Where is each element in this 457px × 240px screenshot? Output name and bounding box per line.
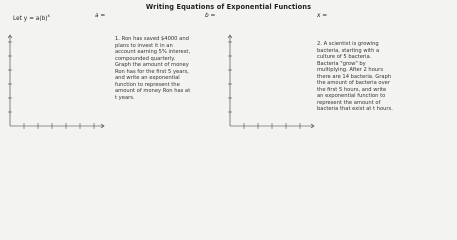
problem-1-blank-graph (8, 34, 108, 144)
a-definition: a = (95, 13, 106, 19)
equation-label: Let $y = a(b)^x$ (13, 13, 50, 22)
problem-2-blank-graph (228, 34, 318, 144)
x-definition: x = (317, 13, 328, 19)
worksheet-title: Writing Equations of Exponential Functions (145, 3, 312, 11)
problem-2-text: 2. A scientist is growing bacteria, starting with a culture of 5 bacteria. Bacteria "grow" by multiplying. After 2 hours there are 14 bacteria. Graph the amount of bacteria over the first 5 hours, and write an exponential function to represent the amount of bacteria that exist at t hours. (317, 41, 393, 113)
b-definition: b = (205, 13, 216, 19)
problem-1-text: 1. Ron has saved $4000 and plans to invest it in an account earning 5% interest, compounded quarterly. Graph the amount of money Ron has for the first 5 years, and write an exponential function to represent the amount of money Ron has at t years. (115, 36, 191, 101)
